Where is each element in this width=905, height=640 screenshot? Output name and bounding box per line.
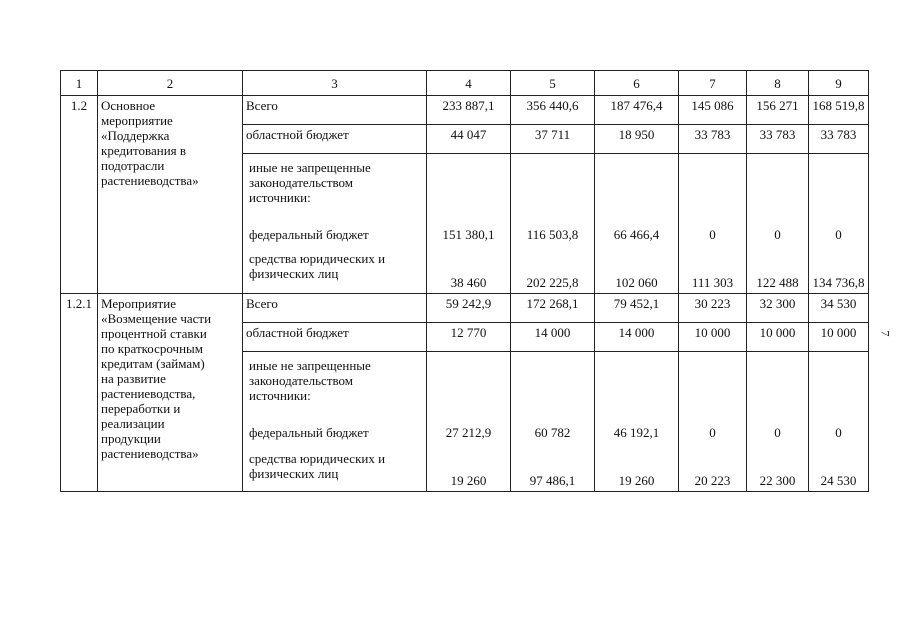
spacer bbox=[430, 354, 507, 419]
total-value: 59 242,9 bbox=[427, 294, 511, 323]
total-label: Всего bbox=[243, 294, 427, 323]
regional-value: 33 783 bbox=[747, 125, 809, 154]
item-name bbox=[98, 294, 243, 492]
item-name bbox=[98, 96, 243, 294]
total-value: 145 086 bbox=[679, 96, 747, 125]
federal-value: 66 466,4 bbox=[613, 227, 660, 242]
other-sources-cell bbox=[243, 154, 427, 294]
other-sources-values bbox=[511, 352, 595, 492]
spacer bbox=[514, 156, 591, 221]
regional-label: областной бюджет bbox=[243, 125, 427, 154]
federal-value: 0 bbox=[774, 227, 781, 242]
item-name-line: кредитам (займам) bbox=[101, 356, 205, 371]
spacer bbox=[682, 354, 743, 419]
item-name-line: переработки и bbox=[101, 401, 181, 416]
header-cell: 7 bbox=[679, 71, 747, 96]
other-sources-values bbox=[809, 154, 869, 294]
legal-value: 202 225,8 bbox=[526, 275, 579, 290]
header-cell: 6 bbox=[595, 71, 679, 96]
header-cell: 8 bbox=[747, 71, 809, 96]
header-cell: 9 bbox=[809, 71, 869, 96]
spacer bbox=[598, 354, 675, 419]
legal-value: 19 260 bbox=[450, 473, 487, 488]
total-value: 79 452,1 bbox=[595, 294, 679, 323]
other-sources-line: иные не запрещенные bbox=[249, 358, 371, 373]
other-sources-values bbox=[595, 352, 679, 492]
item-name-line: Мероприятие bbox=[101, 296, 176, 311]
legal-value: 111 303 bbox=[691, 275, 734, 290]
federal-value: 0 bbox=[774, 425, 781, 440]
total-value: 156 271 bbox=[747, 96, 809, 125]
federal-value: 0 bbox=[835, 425, 842, 440]
regional-value: 10 000 bbox=[747, 323, 809, 352]
spacer bbox=[750, 354, 805, 419]
spacer bbox=[750, 156, 805, 221]
item-name-line: растениеводства, bbox=[101, 386, 196, 401]
federal-value: 0 bbox=[709, 227, 716, 242]
item-name-line: продукции bbox=[101, 431, 161, 446]
other-sources-values bbox=[427, 154, 511, 294]
other-sources-cell bbox=[243, 352, 427, 492]
legal-value: 134 736,8 bbox=[812, 275, 865, 290]
legal-value: 20 223 bbox=[694, 473, 731, 488]
total-value: 34 530 bbox=[809, 294, 869, 323]
federal-value: 0 bbox=[709, 425, 716, 440]
spacer bbox=[812, 156, 865, 221]
regional-value: 10 000 bbox=[679, 323, 747, 352]
regional-value: 12 770 bbox=[427, 323, 511, 352]
other-sources-values bbox=[427, 352, 511, 492]
total-value: 187 476,4 bbox=[595, 96, 679, 125]
total-value: 233 887,1 bbox=[427, 96, 511, 125]
federal-value: 27 212,9 bbox=[445, 425, 492, 440]
federal-label: федеральный бюджет bbox=[249, 425, 369, 440]
header-cell: 4 bbox=[427, 71, 511, 96]
regional-label: областной бюджет bbox=[243, 323, 427, 352]
other-sources-values bbox=[747, 154, 809, 294]
page-number: 7 bbox=[878, 330, 893, 337]
legal-label bbox=[246, 249, 423, 291]
header-cell: 3 bbox=[243, 71, 427, 96]
legal-value: 22 300 bbox=[759, 473, 796, 488]
item-name-line: растениеводства» bbox=[101, 446, 199, 461]
other-sources-line: иные не запрещенные bbox=[249, 160, 371, 175]
legal-label-line: средства юридических и bbox=[249, 451, 386, 466]
regional-value: 33 783 bbox=[809, 125, 869, 154]
regional-value: 14 000 bbox=[595, 323, 679, 352]
item-name-line: мероприятие bbox=[101, 113, 173, 128]
federal-value: 151 380,1 bbox=[442, 227, 495, 242]
legal-value: 97 486,1 bbox=[529, 473, 576, 488]
item-name-line: «Возмещение части bbox=[101, 311, 212, 326]
header-cell: 1 bbox=[61, 71, 98, 96]
legal-value: 102 060 bbox=[615, 275, 658, 290]
item-name-line: Основное bbox=[101, 98, 156, 113]
federal-value: 116 503,8 bbox=[526, 227, 579, 242]
total-value: 32 300 bbox=[747, 294, 809, 323]
legal-value: 122 488 bbox=[756, 275, 799, 290]
total-label: Всего bbox=[243, 96, 427, 125]
regional-value: 33 783 bbox=[679, 125, 747, 154]
item-name-line: «Поддержка bbox=[101, 128, 170, 143]
other-sources-line: источники: bbox=[249, 190, 311, 205]
other-sources-values bbox=[511, 154, 595, 294]
regional-value: 14 000 bbox=[511, 323, 595, 352]
spacer bbox=[598, 156, 675, 221]
spacer bbox=[812, 354, 865, 419]
legal-label-line: средства юридических и bbox=[249, 251, 386, 266]
spacer bbox=[682, 156, 743, 221]
federal-value: 60 782 bbox=[534, 425, 571, 440]
legal-label bbox=[246, 447, 423, 489]
other-sources-line: источники: bbox=[249, 388, 311, 403]
legal-value: 19 260 bbox=[618, 473, 655, 488]
legal-value: 24 530 bbox=[820, 473, 857, 488]
other-sources-values bbox=[595, 154, 679, 294]
table-row-total bbox=[61, 294, 869, 323]
spacer bbox=[514, 354, 591, 419]
table-body bbox=[61, 71, 869, 492]
item-code: 1.2.1 bbox=[61, 294, 98, 492]
total-value: 172 268,1 bbox=[511, 294, 595, 323]
legal-value: 38 460 bbox=[450, 275, 487, 290]
header-cell: 5 bbox=[511, 71, 595, 96]
item-name-line: по краткосрочным bbox=[101, 341, 204, 356]
regional-value: 10 000 bbox=[809, 323, 869, 352]
regional-value: 37 711 bbox=[511, 125, 595, 154]
item-name-line: подотрасли bbox=[101, 158, 165, 173]
total-value: 30 223 bbox=[679, 294, 747, 323]
item-name-line: кредитования в bbox=[101, 143, 187, 158]
item-name-line: реализации bbox=[101, 416, 165, 431]
other-sources-values bbox=[679, 352, 747, 492]
item-name-line: на развитие bbox=[101, 371, 166, 386]
total-value: 356 440,6 bbox=[511, 96, 595, 125]
other-sources-values bbox=[747, 352, 809, 492]
table-row-total bbox=[61, 96, 869, 125]
item-name-line: растениеводства» bbox=[101, 173, 199, 188]
header-cell: 2 bbox=[98, 71, 243, 96]
item-name-line: процентной ставки bbox=[101, 326, 207, 341]
federal-value: 0 bbox=[835, 227, 842, 242]
other-sources-line: законодательством bbox=[249, 175, 354, 190]
legal-label-line: физических лиц bbox=[249, 466, 339, 481]
header-row bbox=[61, 71, 869, 96]
other-sources-label bbox=[246, 156, 423, 221]
spacer bbox=[430, 156, 507, 221]
other-sources-values bbox=[809, 352, 869, 492]
budget-table bbox=[60, 70, 869, 492]
regional-value: 44 047 bbox=[427, 125, 511, 154]
regional-value: 18 950 bbox=[595, 125, 679, 154]
other-sources-label bbox=[246, 354, 423, 419]
federal-label: федеральный бюджет bbox=[249, 227, 369, 242]
federal-value: 46 192,1 bbox=[613, 425, 660, 440]
legal-label-line: физических лиц bbox=[249, 266, 339, 281]
total-value: 168 519,8 bbox=[809, 96, 869, 125]
other-sources-values bbox=[679, 154, 747, 294]
other-sources-line: законодательством bbox=[249, 373, 354, 388]
item-code: 1.2 bbox=[61, 96, 98, 294]
